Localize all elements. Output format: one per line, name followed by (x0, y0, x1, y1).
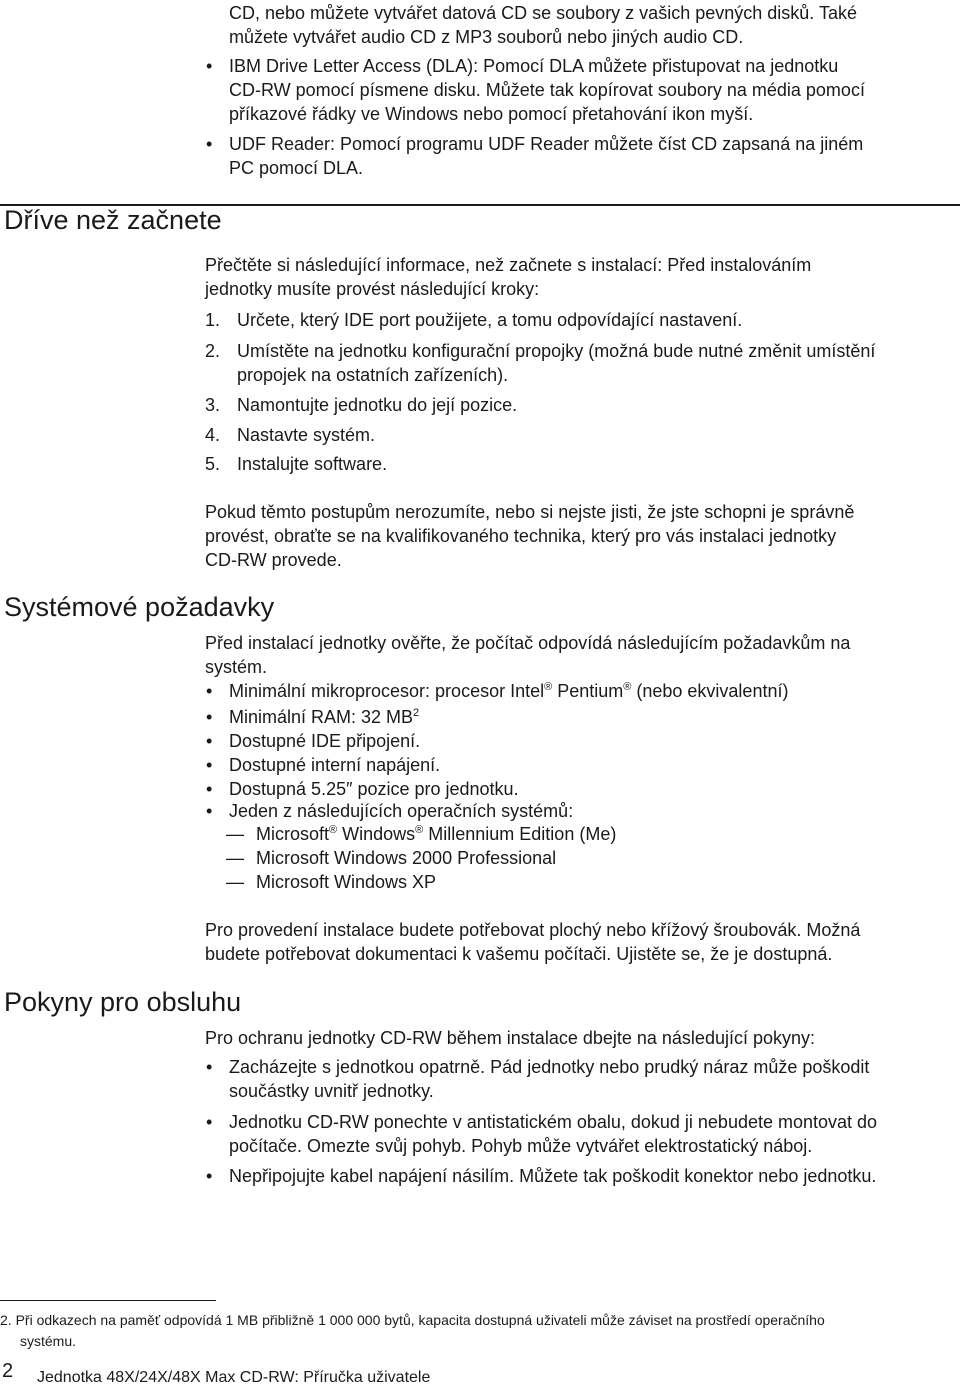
registered-mark: ® (623, 681, 632, 693)
handling-bullet-3-line-1: Nepřipojujte kabel napájení násilím. Můžete tak poškodit konektor nebo jednotku. (229, 1166, 877, 1186)
step-number: 3. (205, 395, 221, 415)
step-number: 4. (205, 425, 221, 445)
step-number: 5. (205, 454, 221, 474)
requirement-item: Dostupná 5.25″ pozice pro jednotku. (229, 779, 519, 799)
section-heading-before-start: Dříve než začnete (4, 205, 222, 235)
registered-mark: ® (329, 824, 338, 836)
footnote-line-2: systému. (20, 1333, 77, 1349)
requirements-intro-line-2: systém. (205, 657, 268, 677)
bullet-glyph: • (206, 1166, 213, 1186)
os-item: Microsoft® Windows® Millennium Edition (Me) (256, 824, 617, 844)
step-text: propojek na ostatních zařízeních). (237, 365, 509, 385)
bullet-glyph: • (206, 801, 213, 821)
intro-bullet-1-line-1: IBM Drive Letter Access (DLA): Pomocí DLA můžete přistupovat na jednotku (229, 56, 839, 76)
bullet-glyph: • (206, 707, 213, 727)
step-text: Namontujte jednotku do její pozice. (237, 395, 518, 415)
section-heading-requirements: Systémové požadavky (4, 592, 275, 622)
registered-mark: ® (544, 681, 553, 693)
os-item: Microsoft Windows XP (256, 872, 437, 892)
intro-bullet-1-line-3: příkazové řádky ve Windows nebo pomocí přetahování ikon myší. (229, 104, 754, 124)
step-text: Instalujte software. (237, 454, 388, 474)
section-heading-handling: Pokyny pro obsluhu (4, 987, 242, 1017)
requirements-tools-line-1: Pro provedení instalace budete potřebovat plochý nebo křížový šroubovák. Možná (205, 920, 861, 940)
step-text: Určete, který IDE port použijete, a tomu odpovídající nastavení. (237, 310, 743, 330)
dash-glyph: — (226, 872, 244, 892)
bullet-glyph: • (206, 1112, 213, 1132)
step-number: 2. (205, 341, 221, 361)
requirements-tools-line-2: budete potřebovat dokumentaci k vašemu počítači. Ujistěte se, že je dostupná. (205, 944, 833, 964)
requirement-ram: Minimální RAM: 32 $MB^2$ (229, 707, 420, 727)
handling-bullet-2-line-1: Jednotku CD-RW ponechte v antistatickém obalu, dokud ji nebudete montovat do (229, 1112, 878, 1132)
handling-bullet-1-line-2: součástky uvnitř jednotky. (229, 1081, 434, 1101)
step-text: Nastavte systém. (237, 425, 376, 445)
footnote-rule (0, 1300, 216, 1301)
intro-bullet-2-line-1: UDF Reader: Pomocí programu UDF Reader můžete číst CD zapsaná na jiném (229, 134, 864, 154)
before-start-para-line-2: jednotky musíte provést následující kroky: (205, 279, 540, 299)
step-text: Umístěte na jednotku konfigurační propojky (možná bude nutné změnit umístění (237, 341, 876, 361)
registered-mark: ® (415, 824, 424, 836)
page-number: 2 (2, 1360, 14, 1382)
footer-title: Jednotka 48X/24X/48X Max CD-RW: Příručka uživatele (37, 1369, 431, 1386)
requirements-intro-line-1: Před instalací jednotky ověřte, že počítač odpovídá následujícím požadavkům na (205, 633, 851, 653)
requirement-cpu: Minimální mikroprocesor: procesor Intel® Pentium® (nebo ekvivalentní) (229, 681, 789, 701)
dash-glyph: — (226, 824, 244, 844)
intro-bullet-2-line-2: PC pomocí DLA. (229, 158, 364, 178)
handling-bullet-2-line-2: počítače. Omezte svůj pohyb. Pohyb může vytvářet elektrostatický náboj. (229, 1136, 813, 1156)
bullet-glyph: • (206, 779, 213, 799)
bullet-glyph: • (206, 1057, 213, 1077)
requirement-item: Dostupné interní napájení. (229, 755, 441, 775)
bullet-glyph: • (206, 134, 213, 154)
footnote-ref: 2 (413, 707, 420, 719)
bullet-glyph: • (206, 731, 213, 751)
dash-glyph: — (226, 848, 244, 868)
requirement-item: Dostupné IDE připojení. (229, 731, 421, 751)
bullet-glyph: • (206, 681, 213, 701)
before-start-note-line-1: Pokud těmto postupům nerozumíte, nebo si nejste jisti, že jste schopni je správně (205, 502, 855, 522)
intro-line-1: CD, nebo můžete vytvářet datová CD se soubory z vašich pevných disků. Také (229, 3, 857, 23)
handling-bullet-1-line-1: Zacházejte s jednotkou opatrně. Pád jednotky nebo prudký náraz může poškodit (229, 1057, 870, 1077)
os-item: Microsoft Windows 2000 Professional (256, 848, 557, 868)
requirement-item: Jeden z následujících operačních systémů: (229, 801, 574, 821)
handling-intro: Pro ochranu jednotky CD-RW během instalace dbejte na následující pokyny: (205, 1028, 815, 1048)
before-start-note-line-2: provést, obraťte se na kvalifikovaného technika, který pro vás instalaci jednotky (205, 526, 837, 546)
before-start-para-line-1: Přečtěte si následující informace, než začnete s instalací: Před instalováním (205, 255, 812, 275)
bullet-glyph: • (206, 755, 213, 775)
before-start-note-line-3: CD-RW provede. (205, 550, 342, 570)
intro-line-2: můžete vytvářet audio CD z MP3 souborů nebo jiných audio CD. (229, 27, 744, 47)
footnote-line-1: 2. Při odkazech na paměť odpovídá 1 MB přibližně 1 000 000 bytů, kapacita dostupná uživateli může záviset na prostředí operačního (0, 1312, 825, 1328)
intro-bullet-1-line-2: CD-RW pomocí písmene disku. Můžete tak kopírovat soubory na média pomocí (229, 80, 865, 100)
step-number: 1. (205, 310, 221, 330)
bullet-glyph: • (206, 56, 213, 76)
